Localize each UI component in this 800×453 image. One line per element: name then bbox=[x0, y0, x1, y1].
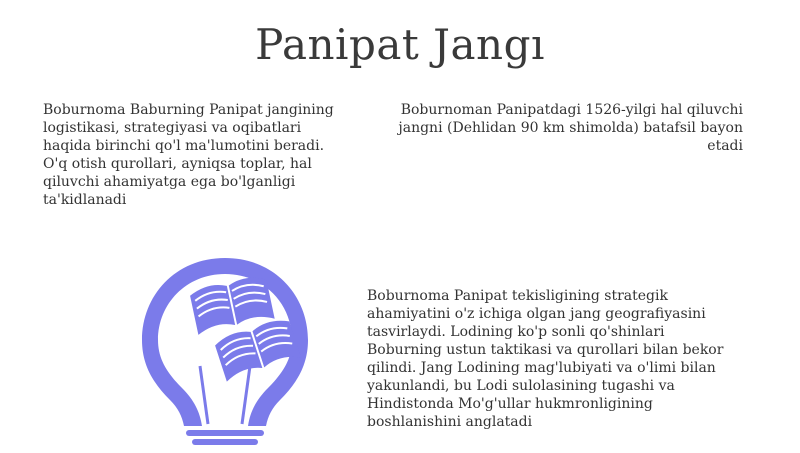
lightbulb-book-icon bbox=[130, 248, 320, 449]
slide-title: Panipat Jangı bbox=[255, 20, 545, 69]
paragraph-logistics: Boburnoma Baburning Panipat jangining logistikasi, strategiyasi va oqibatlari haqida birinchi qo'l ma'lumotini beradi. O'q otish qurollari, ayniqsa toplar, hal qiluvchi ahamiyatga ega bo'lganligi ta'kidlanadi bbox=[43, 102, 334, 208]
paragraph-geography-outcome: Boburnoma Panipat tekisligining strategik ahamiyatini o'z ichiga olgan jang geografiyasini tasvirlaydi. Lodining ko'p sonli qo'shinlari Boburning ustun taktikasi va qurollari bilan bekor qilindi. Jang Lodining mag'lubiyati va o'limi bilan yakunlandi, bu Lodi sulolasining tugashi va Hindistonda Mo'g'ullar hukmronligining boshlanishini anglatadi bbox=[367, 288, 724, 430]
paragraph-battle-summary: Boburnoman Panipatdagi 1526-yilgi hal qiluvchi jangni (Dehlidan 90 km shimolda) batafsil bayon etadi bbox=[398, 102, 743, 154]
